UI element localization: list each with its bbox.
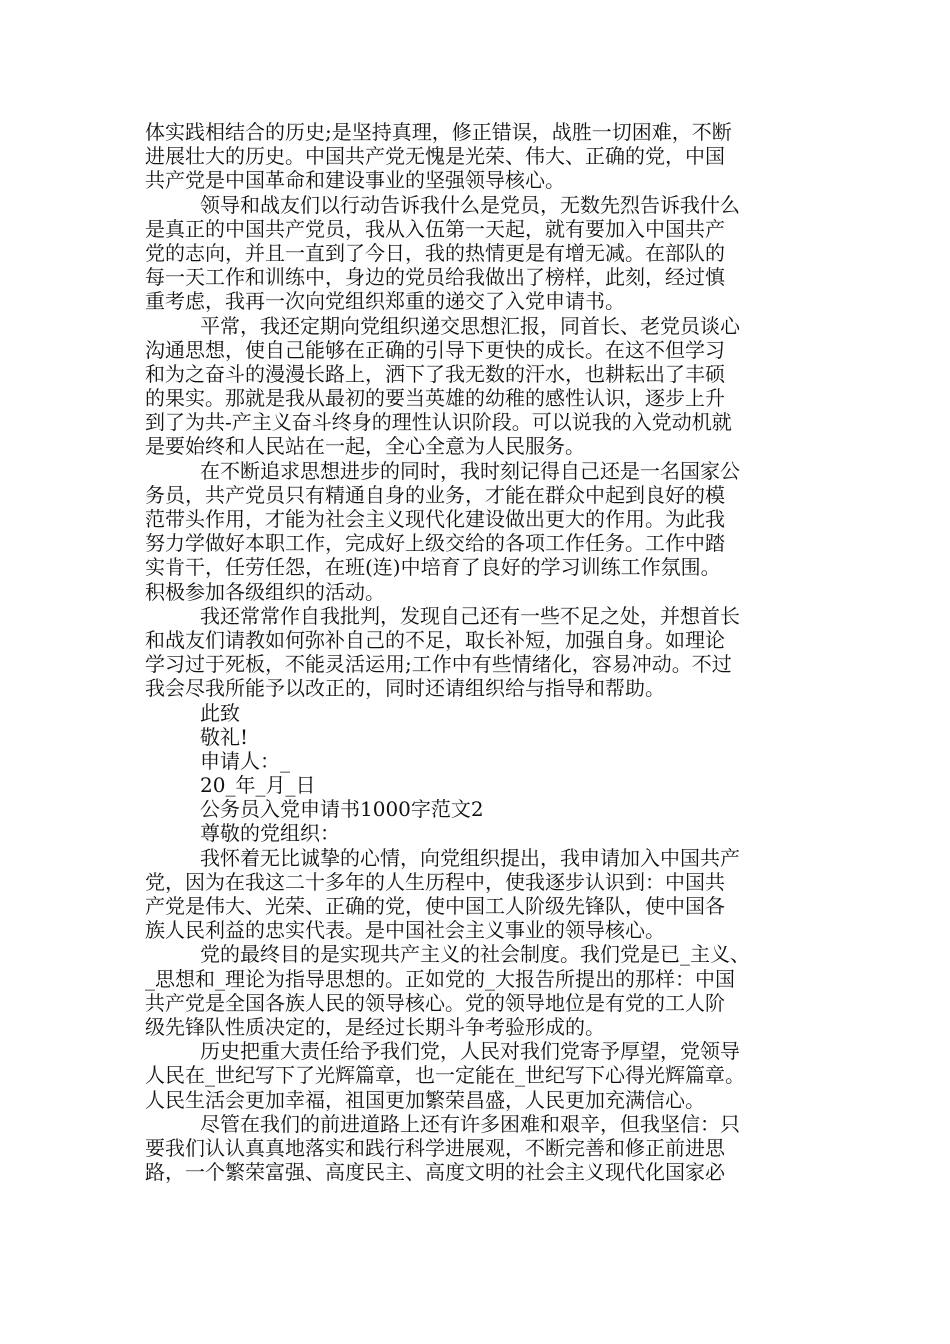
text-line: 是要始终和人民站在一起，全心全意为人民服务。 [145,434,585,459]
text-line: 是真正的中国共产党员，我从入伍第一天起，就有要加入中国共产 [145,216,725,241]
text-line: 我还常常作自我批判，发现自己还有一些不足之处，并想首长 [200,603,740,628]
text-line: 每一天工作和训练中，身边的党员给我做出了榜样，此刻，经过慎 [145,265,725,290]
text-line: 实肯干，任劳任怨，在班(连)中培育了良好的学习训练工作氛围。 [145,555,721,580]
text-line: 党，因为在我这二十多年的人生历程中，使我逐步认识到：中国共 [145,869,725,894]
text-line: 20_年_月_日 [200,773,316,798]
text-line: 党的志向，并且一直到了今日，我的热情更是有增无减。在部队的 [145,240,725,265]
text-line: 范带头作用，才能为社会主义现代化建设做出更大的作用。为此我 [145,507,725,531]
text-line: 努力学做好本职工作，完成好上级交给的各项工作任务。工作中踏 [145,531,725,556]
text-line: 党的最终目的是实现共产主义的社会制度。我们党是已_主义、 [200,942,750,967]
text-line: 公务员入党申请书1000字范文2 [200,797,484,822]
text-line: 平常，我还定期向党组织递交思想汇报，同首长、老党员谈心 [200,313,740,338]
text-line: 路，一个繁荣富强、高度民主、高度文明的社会主义现代化国家必 [145,1160,725,1185]
text-line: 共产党是全国各族人民的领导核心。党的领导地位是有党的工人阶 [145,990,725,1015]
text-line: 和为之奋斗的漫漫长路上，洒下了我无数的汗水，也耕耘出了丰硕 [145,361,725,386]
text-line: 申请人：_ [200,748,290,773]
text-line: 共产党是中国革命和建设事业的坚强领导核心。 [145,168,565,193]
text-line: 我怀着无比诚挚的心情，向党组织提出，我申请加入中国共产 [200,845,740,870]
text-line: 族人民利益的忠实代表。是中国社会主义事业的领导核心。 [145,918,665,943]
text-line: 重考虑，我再一次向党组织郑重的递交了入党申请书。 [145,289,625,314]
text-line: 到了为共-产主义奋斗终身的理性认识阶段。可以说我的入党动机就 [145,410,732,435]
text-line: 尽管在我们的前进道路上还有许多困难和艰辛，但我坚信：只 [200,1111,740,1136]
text-line: 人民在_世纪写下了光辉篇章，也一定能在_世纪写下心得光辉篇章。 [145,1063,745,1088]
text-line: 在不断追求思想进步的同时，我时刻记得自己还是一名国家公 [200,458,740,483]
text-line: 体实践相结合的历史;是坚持真理，修正错误，战胜一切困难，不断 [145,120,732,144]
text-line: 学习过于死板，不能灵活运用;工作中有些情绪化，容易冲动。不过 [145,652,732,677]
text-line: 敬礼! [200,724,249,749]
text-line: 要我们认认真真地落实和践行科学进展观，不断完善和修正前进思 [145,1135,725,1160]
text-line: 领导和战友们以行动告诉我什么是党员，无数先烈告诉我什么 [200,192,740,217]
text-line: 此致 [200,700,240,725]
text-line: 务员，共产党员只有精通自身的业务，才能在群众中起到良好的模 [145,482,725,507]
text-line: 产党是伟大、光荣、正确的党，使中国工人阶级先锋队，使中国各 [145,894,725,918]
text-line: 的果实。那就是我从最初的要当英雄的幼稚的感性认识，逐步上升 [145,386,725,411]
text-line: 沟通思想，使自己能够在正确的引导下更快的成长。在这不但学习 [145,337,725,362]
document-page [145,120,810,1184]
text-line: _思想和_理论为指导思想的。正如党的_大报告所提出的那样：中国 [145,966,735,991]
text-line: 进展壮大的历史。中国共产党无愧是光荣、伟大、正确的党，中国 [145,144,725,169]
text-line: 尊敬的党组织： [200,821,340,846]
text-line: 人民生活会更加幸福，祖国更加繁荣昌盛，人民更加充满信心。 [145,1087,705,1112]
text-line: 和战友们请教如何弥补自己的不足，取长补短，加强自身。如理论 [145,627,725,652]
text-line: 级先锋队性质决定的，是经过长期斗争考验形成的。 [145,1014,605,1039]
text-line: 积极参加各级组织的活动。 [145,579,385,604]
text-line: 历史把重大责任给予我们党，人民对我们党寄予厚望，党领导 [200,1039,740,1064]
text-line: 我会尽我所能予以改正的，同时还请组织给与指导和帮助。 [145,676,665,701]
